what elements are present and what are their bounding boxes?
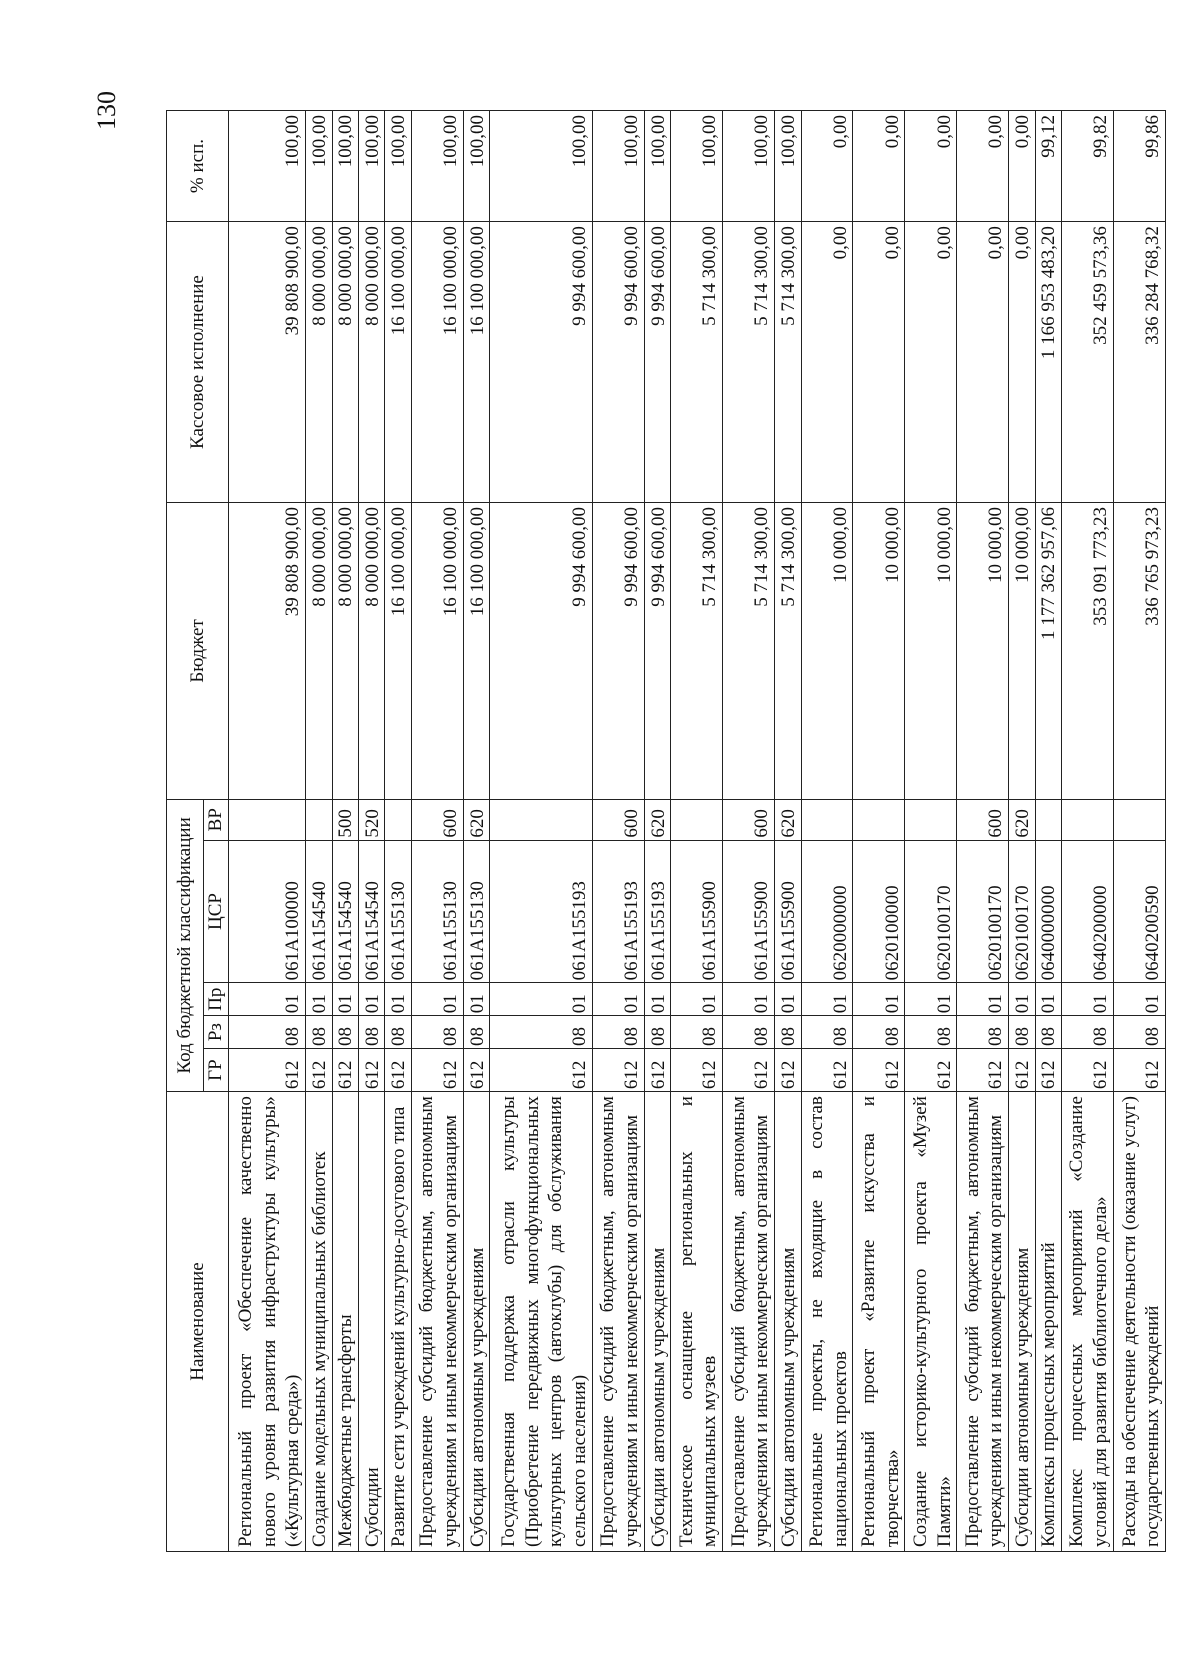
row-cash: 9 994 600,00 — [490, 222, 593, 503]
row-name: Комплексы процессных мероприятий — [1035, 1092, 1061, 1552]
row-csr: 061A155130 — [463, 840, 489, 983]
row-pr: 01 — [490, 983, 593, 1016]
row-name: Субсидии автономным учреждениям — [775, 1092, 801, 1552]
row-cash: 9 994 600,00 — [644, 222, 670, 503]
row-pct: 99,82 — [1062, 111, 1114, 222]
row-pct: 100,00 — [411, 111, 463, 222]
row-rz: 08 — [228, 1016, 305, 1049]
header-gr: ГР — [204, 1049, 229, 1092]
row-gr: 612 — [1009, 1049, 1035, 1092]
table-row — [228, 111, 305, 1552]
row-gr: 612 — [592, 1049, 644, 1092]
header-rz: Рз — [204, 1016, 229, 1049]
row-rz: 08 — [358, 1016, 384, 1049]
table-row — [1009, 111, 1035, 1552]
row-pct: 99,86 — [1113, 111, 1165, 222]
table-row — [358, 111, 384, 1552]
row-csr: 061A154540 — [306, 840, 332, 983]
row-gr: 612 — [463, 1049, 489, 1092]
row-name: Комплекс процессных мероприятий «Создание условий для развития библиотечного дела» — [1062, 1092, 1114, 1552]
table-body — [228, 111, 1165, 1552]
row-pct: 100,00 — [723, 111, 775, 222]
row-pct: 100,00 — [775, 111, 801, 222]
row-pr: 01 — [905, 983, 957, 1016]
row-budget: 5 714 300,00 — [775, 503, 801, 800]
row-csr: 0620000000 — [801, 840, 853, 983]
table-row — [853, 111, 905, 1552]
row-pr: 01 — [1035, 983, 1061, 1016]
row-pr: 01 — [801, 983, 853, 1016]
row-cash: 336 284 768,32 — [1113, 222, 1165, 503]
row-name: Предоставление субсидий бюджетным, автономным учреждениям и иным некоммерческим организациям — [592, 1092, 644, 1552]
row-rz: 08 — [905, 1016, 957, 1049]
table-row — [592, 111, 644, 1552]
row-name: Субсидии автономным учреждениям — [1009, 1092, 1035, 1552]
row-vr — [490, 799, 593, 840]
row-rz: 08 — [411, 1016, 463, 1049]
table-row — [644, 111, 670, 1552]
row-vr — [1035, 799, 1061, 840]
row-rz: 08 — [463, 1016, 489, 1049]
table-row — [411, 111, 463, 1552]
row-name: Государственная поддержка отрасли культуры (Приобретение передвижных многофункциональных культурных центров (автоклубы) для обслуживания сельского населения) — [490, 1092, 593, 1552]
table-row — [1035, 111, 1061, 1552]
row-cash: 16 100 000,00 — [463, 222, 489, 503]
row-cash: 0,00 — [905, 222, 957, 503]
row-pct: 0,00 — [957, 111, 1009, 222]
row-csr: 0620100170 — [905, 840, 957, 983]
row-pr: 01 — [332, 983, 358, 1016]
row-csr: 061A155193 — [490, 840, 593, 983]
row-cash: 0,00 — [957, 222, 1009, 503]
row-budget: 1 177 362 957,06 — [1035, 503, 1061, 800]
row-name: Предоставление субсидий бюджетным, автономным учреждениям и иным некоммерческим организациям — [723, 1092, 775, 1552]
row-budget: 336 765 973,23 — [1113, 503, 1165, 800]
row-budget: 10 000,00 — [957, 503, 1009, 800]
row-pct: 100,00 — [463, 111, 489, 222]
row-rz: 08 — [385, 1016, 411, 1049]
row-vr — [905, 799, 957, 840]
row-rz: 08 — [671, 1016, 723, 1049]
row-csr: 061A155130 — [385, 840, 411, 983]
row-pct: 100,00 — [332, 111, 358, 222]
budget-table-container — [166, 110, 1166, 1552]
row-rz: 08 — [801, 1016, 853, 1049]
table-row — [332, 111, 358, 1552]
row-name: Предоставление субсидий бюджетным, автономным учреждениям и иным некоммерческим организациям — [957, 1092, 1009, 1552]
header-cash: Кассовое исполнение — [167, 222, 229, 503]
row-gr: 612 — [411, 1049, 463, 1092]
row-rz: 08 — [775, 1016, 801, 1049]
row-gr: 612 — [306, 1049, 332, 1092]
table-row — [671, 111, 723, 1552]
row-budget: 16 100 000,00 — [463, 503, 489, 800]
row-name: Субсидии — [358, 1092, 384, 1552]
row-gr: 612 — [1062, 1049, 1114, 1092]
row-cash: 16 100 000,00 — [385, 222, 411, 503]
row-gr: 612 — [671, 1049, 723, 1092]
row-budget: 8 000 000,00 — [332, 503, 358, 800]
budget-table — [166, 110, 1166, 1552]
row-cash: 352 459 573,36 — [1062, 222, 1114, 503]
row-rz: 08 — [1062, 1016, 1114, 1049]
row-gr: 612 — [853, 1049, 905, 1092]
row-cash: 8 000 000,00 — [358, 222, 384, 503]
row-gr: 612 — [228, 1049, 305, 1092]
row-budget: 16 100 000,00 — [411, 503, 463, 800]
row-vr: 600 — [411, 799, 463, 840]
row-name: Субсидии автономным учреждениям — [644, 1092, 670, 1552]
row-rz: 08 — [490, 1016, 593, 1049]
row-budget: 16 100 000,00 — [385, 503, 411, 800]
row-rz: 08 — [332, 1016, 358, 1049]
row-rz: 08 — [1009, 1016, 1035, 1049]
table-row — [385, 111, 411, 1552]
row-cash: 0,00 — [1009, 222, 1035, 503]
row-csr: 061A154540 — [332, 840, 358, 983]
row-cash: 0,00 — [801, 222, 853, 503]
header-pr: Пр — [204, 983, 229, 1016]
table-row — [775, 111, 801, 1552]
row-vr: 500 — [332, 799, 358, 840]
row-budget: 39 808 900,00 — [228, 503, 305, 800]
row-csr: 0640000000 — [1035, 840, 1061, 983]
row-budget: 8 000 000,00 — [358, 503, 384, 800]
row-cash: 8 000 000,00 — [332, 222, 358, 503]
row-gr: 612 — [332, 1049, 358, 1092]
row-pct: 0,00 — [1009, 111, 1035, 222]
row-budget: 9 994 600,00 — [490, 503, 593, 800]
row-csr: 0620100000 — [853, 840, 905, 983]
table-row — [306, 111, 332, 1552]
row-rz: 08 — [853, 1016, 905, 1049]
row-pct: 100,00 — [306, 111, 332, 222]
row-budget: 10 000,00 — [853, 503, 905, 800]
header-vr: ВР — [204, 799, 229, 840]
row-pr: 01 — [385, 983, 411, 1016]
row-rz: 08 — [723, 1016, 775, 1049]
row-budget: 10 000,00 — [1009, 503, 1035, 800]
row-pr: 01 — [723, 983, 775, 1016]
row-pct: 99,12 — [1035, 111, 1061, 222]
row-pct: 100,00 — [358, 111, 384, 222]
header-csr: ЦСР — [204, 840, 229, 983]
row-cash: 16 100 000,00 — [411, 222, 463, 503]
row-vr: 600 — [592, 799, 644, 840]
row-pct: 0,00 — [801, 111, 853, 222]
row-budget: 8 000 000,00 — [306, 503, 332, 800]
row-gr: 612 — [905, 1049, 957, 1092]
row-csr: 0620100170 — [957, 840, 1009, 983]
row-vr — [228, 799, 305, 840]
row-csr: 0620100170 — [1009, 840, 1035, 983]
row-csr: 0640200590 — [1113, 840, 1165, 983]
row-pct: 100,00 — [592, 111, 644, 222]
row-name: Региональные проекты, не входящие в состав национальных проектов — [801, 1092, 853, 1552]
row-cash: 5 714 300,00 — [671, 222, 723, 503]
row-pct: 100,00 — [385, 111, 411, 222]
row-rz: 08 — [644, 1016, 670, 1049]
row-name: Развитие сети учреждений культурно-досугового типа — [385, 1092, 411, 1552]
table-row — [463, 111, 489, 1552]
row-csr: 061A155193 — [592, 840, 644, 983]
row-name: Региональный проект «Обеспечение качественно нового уровня развития инфраструктуры культуры» («Культурная среда») — [228, 1092, 305, 1552]
row-gr: 612 — [1035, 1049, 1061, 1092]
row-name: Межбюджетные трансферты — [332, 1092, 358, 1552]
row-rz: 08 — [306, 1016, 332, 1049]
row-gr: 612 — [644, 1049, 670, 1092]
row-pct: 100,00 — [490, 111, 593, 222]
row-pr: 01 — [957, 983, 1009, 1016]
row-pct: 100,00 — [671, 111, 723, 222]
row-pr: 01 — [592, 983, 644, 1016]
row-pr: 01 — [411, 983, 463, 1016]
row-cash: 0,00 — [853, 222, 905, 503]
row-pct: 0,00 — [905, 111, 957, 222]
row-vr — [1113, 799, 1165, 840]
row-name: Субсидии автономным учреждениям — [463, 1092, 489, 1552]
header-name: Наименование — [167, 1092, 229, 1552]
row-gr: 612 — [358, 1049, 384, 1092]
row-cash: 39 808 900,00 — [228, 222, 305, 503]
row-budget: 353 091 773,23 — [1062, 503, 1114, 800]
row-vr: 620 — [775, 799, 801, 840]
row-gr: 612 — [775, 1049, 801, 1092]
row-pct: 0,00 — [853, 111, 905, 222]
table-row — [905, 111, 957, 1552]
row-name: Техническое оснащение региональных и муниципальных музеев — [671, 1092, 723, 1552]
row-gr: 612 — [723, 1049, 775, 1092]
row-budget: 5 714 300,00 — [671, 503, 723, 800]
row-name: Предоставление субсидий бюджетным, автономным учреждениям и иным некоммерческим организациям — [411, 1092, 463, 1552]
row-vr — [385, 799, 411, 840]
row-csr: 061A155900 — [775, 840, 801, 983]
row-pr: 01 — [671, 983, 723, 1016]
row-rz: 08 — [1035, 1016, 1061, 1049]
row-vr: 600 — [723, 799, 775, 840]
table-row — [1113, 111, 1165, 1552]
row-pr: 01 — [306, 983, 332, 1016]
row-gr: 612 — [801, 1049, 853, 1092]
row-vr: 620 — [463, 799, 489, 840]
row-csr: 0640200000 — [1062, 840, 1114, 983]
page-number: 130 — [92, 91, 121, 130]
row-vr: 520 — [358, 799, 384, 840]
header-budget: Бюджет — [167, 503, 229, 800]
row-cash: 9 994 600,00 — [592, 222, 644, 503]
row-budget: 10 000,00 — [801, 503, 853, 800]
row-name: Создание модельных муниципальных библиотек — [306, 1092, 332, 1552]
row-vr: 600 — [957, 799, 1009, 840]
row-pr: 01 — [358, 983, 384, 1016]
row-cash: 5 714 300,00 — [723, 222, 775, 503]
row-pr: 01 — [463, 983, 489, 1016]
row-pr: 01 — [1009, 983, 1035, 1016]
row-vr — [1062, 799, 1114, 840]
row-cash: 5 714 300,00 — [775, 222, 801, 503]
row-pr: 01 — [228, 983, 305, 1016]
row-pct: 100,00 — [644, 111, 670, 222]
row-csr: 061A155900 — [671, 840, 723, 983]
row-gr: 612 — [385, 1049, 411, 1092]
row-csr: 061A155193 — [644, 840, 670, 983]
row-name: Расходы на обеспечение деятельности (оказание услуг) государственных учреждений — [1113, 1092, 1165, 1552]
row-budget: 5 714 300,00 — [723, 503, 775, 800]
row-budget: 9 994 600,00 — [592, 503, 644, 800]
row-pct: 100,00 — [228, 111, 305, 222]
row-pr: 01 — [1062, 983, 1114, 1016]
row-rz: 08 — [957, 1016, 1009, 1049]
row-vr — [801, 799, 853, 840]
row-gr: 612 — [957, 1049, 1009, 1092]
row-pr: 01 — [1113, 983, 1165, 1016]
row-vr — [853, 799, 905, 840]
table-row — [490, 111, 593, 1552]
table-row — [957, 111, 1009, 1552]
row-name: Региональный проект «Развитие искусства и творчества» — [853, 1092, 905, 1552]
row-cash: 1 166 953 483,20 — [1035, 222, 1061, 503]
row-vr — [671, 799, 723, 840]
row-vr: 620 — [644, 799, 670, 840]
header-code-group: Код бюджетной классификации — [167, 799, 204, 1091]
row-gr: 612 — [1113, 1049, 1165, 1092]
row-budget: 10 000,00 — [905, 503, 957, 800]
table-row — [1062, 111, 1114, 1552]
row-vr: 620 — [1009, 799, 1035, 840]
row-pr: 01 — [853, 983, 905, 1016]
row-csr: 061A155900 — [723, 840, 775, 983]
table-row — [801, 111, 853, 1552]
row-pr: 01 — [644, 983, 670, 1016]
row-csr: 061A155130 — [411, 840, 463, 983]
row-csr: 061A154540 — [358, 840, 384, 983]
row-rz: 08 — [592, 1016, 644, 1049]
row-csr: 061A100000 — [228, 840, 305, 983]
row-gr: 612 — [490, 1049, 593, 1092]
row-vr — [306, 799, 332, 840]
row-rz: 08 — [1113, 1016, 1165, 1049]
header-pct: % исп. — [167, 111, 229, 222]
row-name: Создание историко-культурного проекта «Музей Памяти» — [905, 1092, 957, 1552]
row-budget: 9 994 600,00 — [644, 503, 670, 800]
row-cash: 8 000 000,00 — [306, 222, 332, 503]
table-row — [723, 111, 775, 1552]
row-pr: 01 — [775, 983, 801, 1016]
